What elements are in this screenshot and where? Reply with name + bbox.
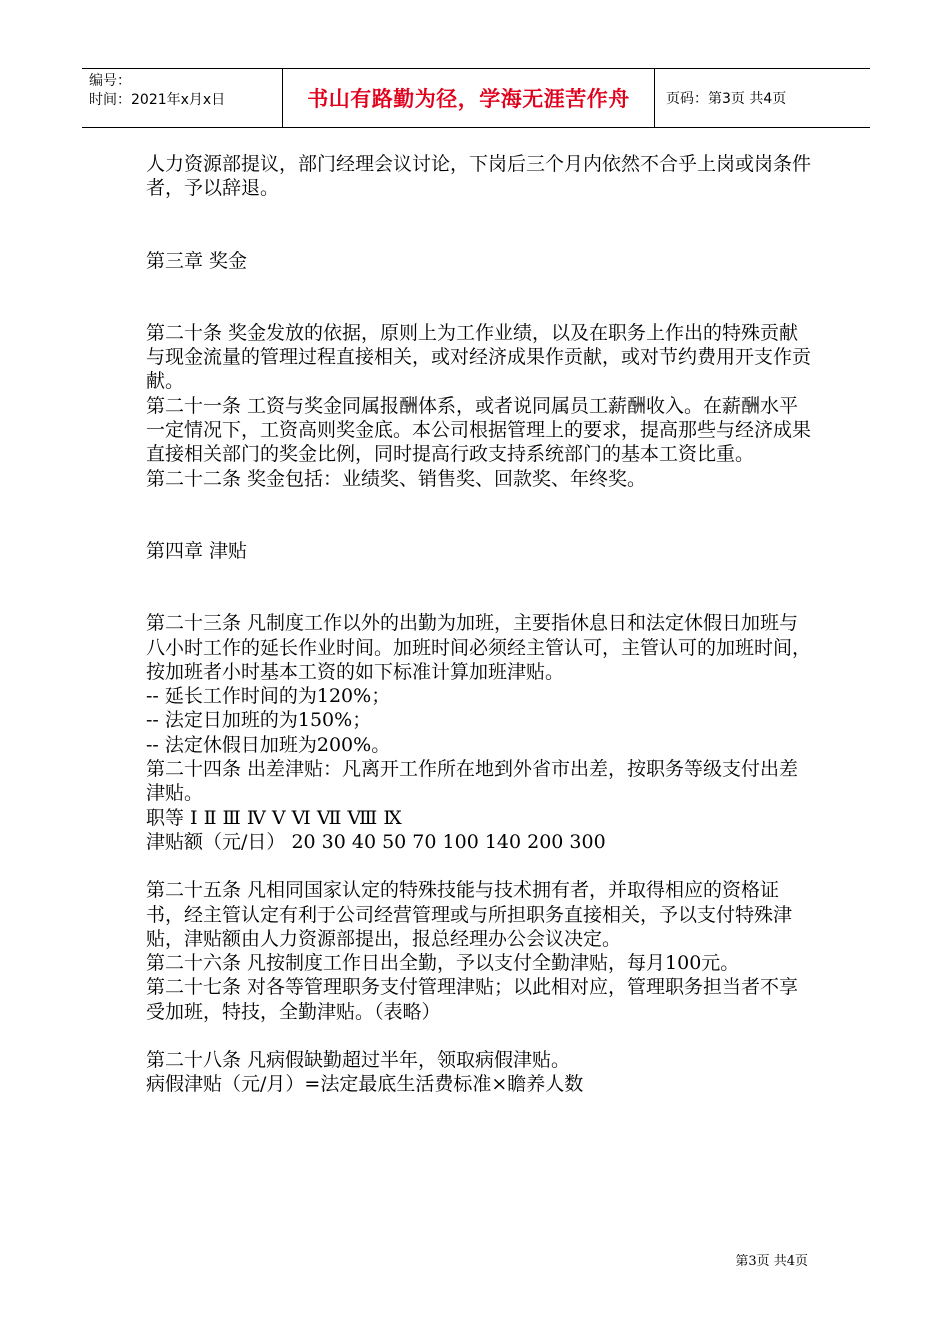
article-27: 第二十七条 对各等管理职务支付管理津贴；以此相对应，管理职务担当者不享受加班，特技，全勤津贴。（表略） (146, 976, 799, 1023)
header-meta (82, 69, 282, 127)
article-23: 第二十三条 凡制度工作以外的出勤为加班，主要指休息日和法定休假日加班与八小时工作的延长作业时间。加班时间必须经主管认可，主管认可的加班时间，按加班者小时基本工资的如下标准计算加班津贴。 (146, 612, 812, 683)
document-body (146, 152, 816, 1097)
article-24: 第二十四条 出差津贴：凡离开工作所在地到外省市出差，按职务等级支付出差津贴。 (146, 758, 799, 805)
page-footer: 第3页 共4页 (735, 1254, 808, 1269)
article-22: 第二十二条 奖金包括：业绩奖、销售奖、回款奖、年终奖。 (146, 467, 647, 490)
allowance-amount-row: 津贴额（元/日） 20 30 40 50 70 100 140 200 300 (146, 830, 606, 853)
document-time-label: 时间：2021年x月x日 (89, 92, 226, 108)
article-21: 第二十一条 工资与奖金同属报酬体系，或者说同属员工薪酬收入。在薪酬水平一定情况下，工资高则奖金底。本公司根据管理上的要求，提高那些与经济成果直接相关部门的奖金比例，同时提高行政支持系统部门的基本工资比重。 (146, 394, 812, 466)
grade-row: 职等 Ⅰ Ⅱ Ⅲ Ⅳ Ⅴ Ⅵ Ⅶ Ⅷ Ⅸ (146, 806, 402, 829)
header-motto: 书山有路勤为径，学海无涯苦作舟 (282, 69, 655, 127)
sick-leave-formula: 病假津贴（元/月）=法定最底生活费标准×瞻养人数 (146, 1073, 584, 1096)
article-28: 第二十八条 凡病假缺勤超过半年，领取病假津贴。 (146, 1049, 571, 1072)
article-26: 第二十六条 凡按制度工作日出全勤，予以支付全勤津贴，每月100元。 (146, 952, 740, 975)
article-25: 第二十五条 凡相同国家认定的特殊技能与技术拥有者，并取得相应的资格证书，经主管认定有利于公司经营管理或与所担职务直接相关，予以支付特殊津贴，津贴额由人力资源部提出，报总经理办公会议决定。 (146, 879, 793, 950)
chapter-heading: 第三章 奖金 (146, 249, 248, 272)
header-page-number: 页码：第3页 共4页 (666, 91, 787, 107)
paragraph: 人力资源部提议，部门经理会议讨论，下岗后三个月内依然不合乎上岗或岗条件者，予以辞退。 (146, 153, 812, 200)
list-item: -- 法定休假日加班为200%。 (146, 733, 391, 756)
document-number-label: 编号： (89, 73, 131, 89)
chapter-heading: 第四章 津贴 (146, 539, 248, 562)
page-header (82, 68, 870, 128)
list-item: -- 法定日加班的为150%； (146, 709, 372, 732)
list-item: -- 延长工作时间的为120%； (146, 685, 391, 708)
article-20: 第二十条 奖金发放的依据，原则上为工作业绩，以及在职务上作出的特殊贡献与现金流量的管理过程直接相关，或对经济成果作贡献，或对节约费用开支作贡献。 (146, 321, 812, 393)
